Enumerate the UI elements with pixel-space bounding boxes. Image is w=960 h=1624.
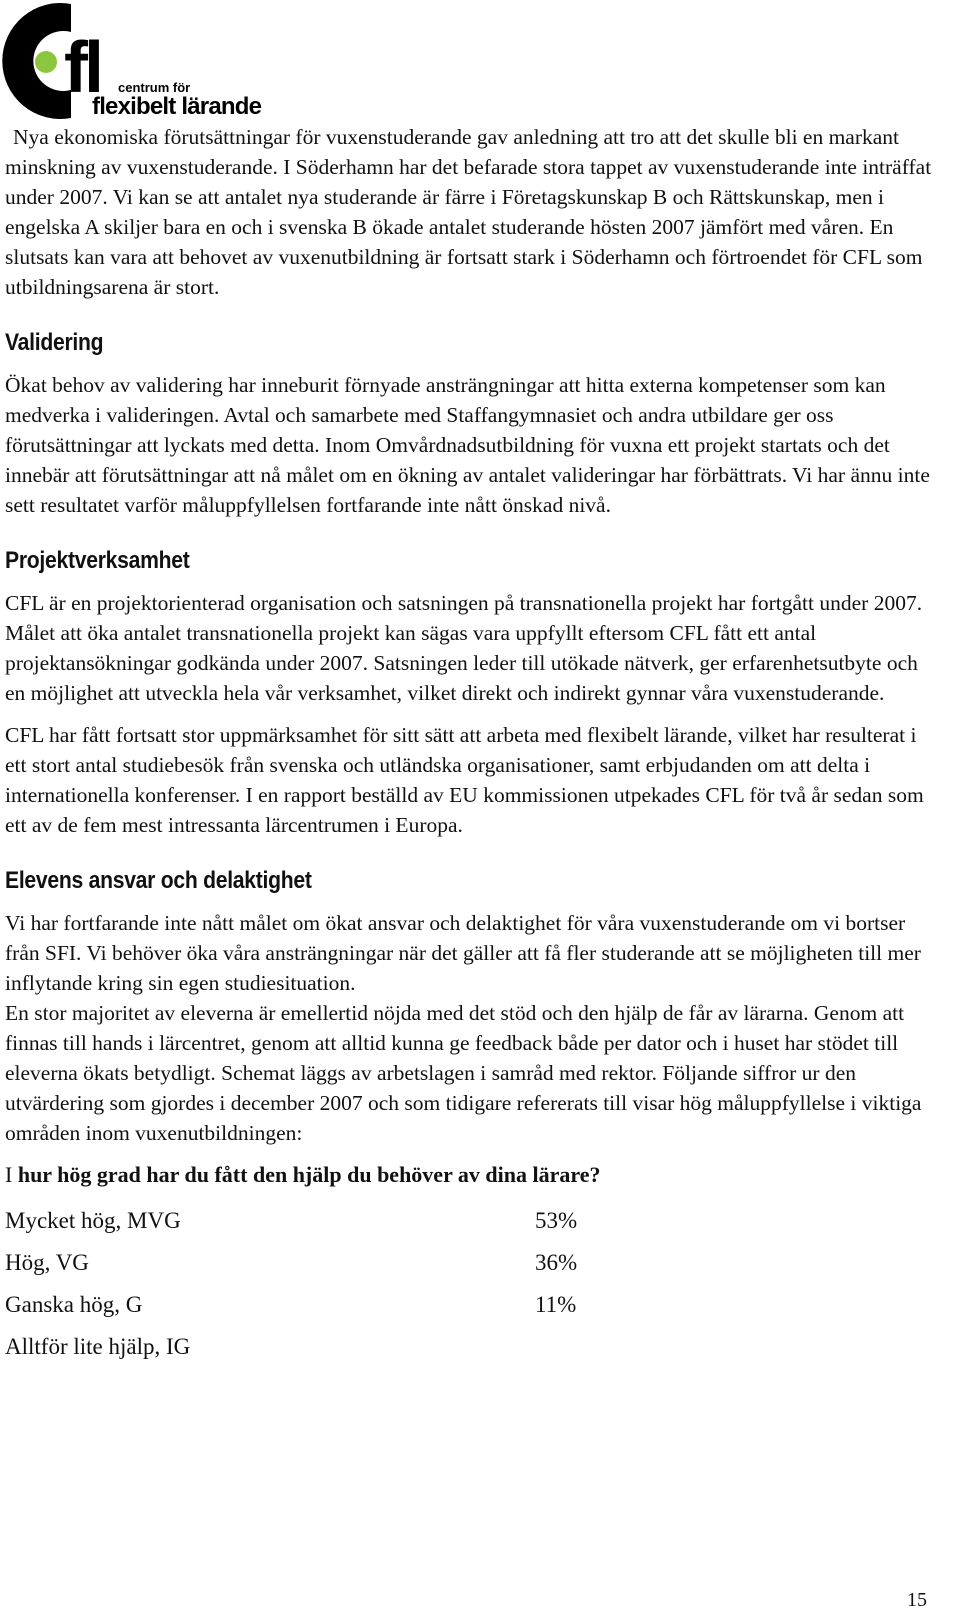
section-projektverksamhet (5, 544, 935, 840)
section-paragraph: CFL är en projektorienterad organisation och satsningen på transnationella projekt har fortgått under 2007. Målet att öka antalet transnationella projekt kan sägas vara uppfyllt eftersom CFL fått ett antal projektansökningar godkända under 2007. Satsningen leder till utökade nätverk, ger erfarenhetsutbyte och en möjlighet att utveckla hela vår verksamhet, vilket direkt och indirekt gynnar våra vuxenstuderande. (5, 591, 923, 705)
survey-row-value: 11% (535, 1292, 577, 1317)
survey-row (5, 1332, 935, 1374)
section-paragraph: Ökat behov av validering har inneburit förnyade ansträngningar att hitta externa kompetenser som kan medverka i valideringen. Avtal och samarbete med Staffangymnasiet och andra utbildare ger oss förutsättningar att lyckats med detta. Inom Omvårdnadsutbildning för vuxna ett projekt startats och det innebär att förutsättningar att nå målet om en ökning av antalet valideringar har förbättrats. Vi har ännu inte sett resultatet varför måluppfyllelsen fortfarande inte nått önskad nivå. (5, 373, 930, 517)
section-elevens-ansvar (5, 864, 935, 1148)
section-heading: Elevens ansvar och delaktighet (5, 867, 312, 894)
document-body (5, 122, 935, 1374)
section-paragraph: CFL har fått fortsatt stor uppmärksamhet för sitt sätt att arbeta med flexibelt lärande, vilket har resulterat i ett stort antal studiebesök från svenska och utländska organisationer, samt erbjudanden om att delta i internationella konferenser. I en rapport beställd av EU kommissionen utpekades CFL för två år sedan som ett av de fem mest intressanta lärcentrumen i Europa. (5, 723, 924, 837)
section-paragraph: En stor majoritet av eleverna är emellertid nöjda med det stöd och den hjälp de får av lärarna. Genom att finnas till hands i lärcentret, genom att alltid kunna ge feedback både per dator och i huset har stödet till eleverna ökats betydligt. Schemat läggs av arbetslagen i samråd med rektor. Följande siffror ur den utvärdering som gjordes i december 2007 och som tidigare refererats till visar hög måluppfyllelse i viktiga områden inom vuxenutbildningen: (5, 1001, 922, 1145)
survey-row-label: Hög, VG (5, 1250, 89, 1275)
survey-row-value: 36% (535, 1250, 578, 1275)
section-validering (5, 326, 935, 520)
survey-question (5, 1160, 935, 1190)
logo-name: flexibelt lärande (92, 93, 262, 120)
logo-green-dot (35, 51, 57, 73)
intro-paragraph: Nya ekonomiska förutsättningar för vuxenstuderande gav anledning att tro att det skulle bli en markant minskning av vuxenstuderande. I Söderhamn har det befarade stora tappet av vuxenstuderande inte inträffat under 2007. Vi kan se att antalet nya studerande är färre i Företagskunskap B och Rättskunskap, men i engelska A skiljer bara en och i svenska B ökade antalet studerande hösten 2007 jämfört med våren. En slutsats kan vara att behovet av vuxenutbildning är fortsatt stark i Söderhamn och förtroendet för CFL som utbildningsarena är stort. (5, 125, 932, 299)
section-paragraph: Vi har fortfarande inte nått målet om ökat ansvar och delaktighet för våra vuxenstuderande om vi bortser från SFI. Vi behöver öka våra ansträngningar när det gäller att få fler studerande att se möjligheten till mer inflytande kring sin egen studiesituation. (5, 911, 921, 995)
survey-row-label: Mycket hög, MVG (5, 1208, 181, 1233)
survey-row-value: 53% (535, 1208, 578, 1233)
survey-row (5, 1206, 935, 1248)
cfl-logo (0, 0, 270, 122)
survey-row (5, 1248, 935, 1290)
survey-row-label: Alltför lite hjälp, IG (5, 1334, 191, 1359)
logo-mark: fl (64, 28, 100, 108)
survey-question-prefix: I (5, 1162, 13, 1187)
section-heading: Validering (5, 329, 104, 356)
section-heading: Projektverksamhet (5, 547, 190, 574)
survey-row (5, 1290, 935, 1332)
survey-question-bold: hur hög grad har du fått den hjälp du behöver av dina lärare? (17, 1162, 601, 1187)
page-number: 15 (907, 1589, 927, 1611)
survey-row-label: Ganska hög, G (5, 1292, 143, 1317)
survey-row-value (535, 1332, 615, 1374)
logo-tagline: centrum för (118, 80, 191, 95)
survey-results (5, 1206, 935, 1374)
